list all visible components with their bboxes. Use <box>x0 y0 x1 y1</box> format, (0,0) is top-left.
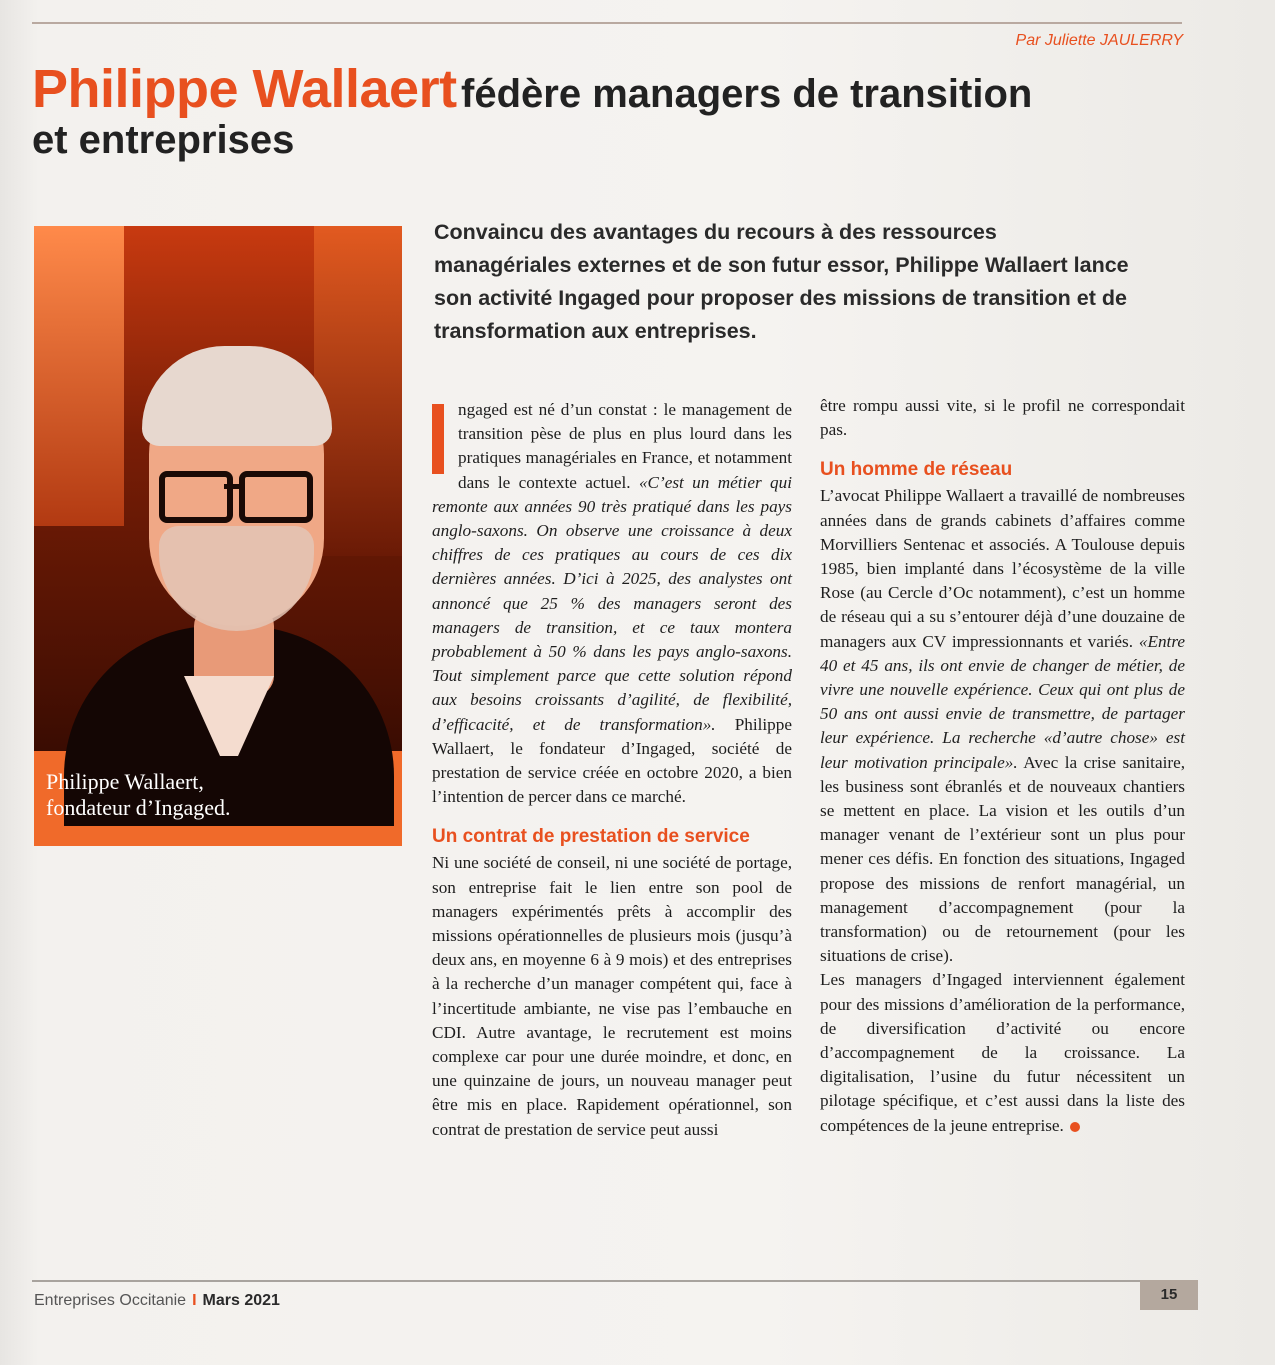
photo-glasses-bridge <box>224 484 242 489</box>
subhead-contrat: Un contrat de prestation de service <box>432 826 750 848</box>
caption-line2: fondateur d’Ingaged. <box>46 795 231 820</box>
col1-p1-plain: ngaged est né d’un constat : le management de transition pèse de plus en plus lourd dans les pratiques managériales en France, et notamment dans le contexte actuel. <box>458 400 792 492</box>
col2-paragraph-1 <box>820 484 1185 968</box>
bottom-rule <box>32 1280 1198 1282</box>
lead-paragraph: Convaincu des avantages du recours à des ressources managériales externes et de son futur essor, Philippe Wallaert lance son activité Ingaged pour proposer des missions de transition et de transformation aux entreprises. <box>434 220 1129 343</box>
end-dot-icon <box>1070 1122 1080 1132</box>
photo-window-left <box>34 226 124 526</box>
caption-line1: Philippe Wallaert, <box>46 769 204 794</box>
col1-paragraph-1 <box>432 398 792 809</box>
col2-paragraph-0: être rompu aussi vite, si le profil ne correspondait pas. <box>820 396 1185 440</box>
page-number: 15 <box>1140 1280 1198 1310</box>
col2-p1-quote: «Entre 40 et 45 ans, ils ont envie de changer de métier, de vivre une nouvelle expérience. Ceux qui ont plus de 50 ans ont aussi envie de transmettre, de partager leur expérience. La recherche «d’autre chose» est leur motivation principale». <box>820 631 1185 772</box>
col2-p1-plain: L’avocat Philippe Wallaert a travaillé de nombreuses années dans de grands cabinets d’affaires comme Morvilliers Sentenac et associés. A Toulouse depuis 1985, bien implanté dans l’écosystème de la ville Rose (au Cercle d’Oc notamment), c’est un homme de réseau qui a su s’entourer déjà d’une douzaine de managers aux CV impressionnants et variés. <box>820 486 1185 651</box>
headline-rest: fédère managers de transition <box>461 72 1033 116</box>
footer-issue: Mars 2021 <box>202 1292 280 1309</box>
col1-p1-end: Philippe Wallaert, le fondateur d’Ingaged, société de prestation de service créée en octobre 2020, a bien l’intention de percer dans ce marché. <box>432 714 792 807</box>
col1-p1-quote: «C’est un métier qui remonte aux années 90 très pratiqué dans les pays anglo-saxons. On observe une croissance à deux chiffres de ces pratiques au cours de ces dix dernières années. D’ici à 2025, des analystes ont annoncé que 25 % des managers seront des managers de transition, et ce taux montera probablement à 50 % dans les pays anglo-saxons. Tout simplement parce que cette solution répond aux besoins croissants d’agilité, de flexibilité, d’efficacité, et de transformation». <box>432 472 792 734</box>
dropcap-letter-i <box>432 404 444 474</box>
subhead-reseau: Un homme de réseau <box>820 459 1013 481</box>
article-column-1 <box>432 398 792 1142</box>
top-rule <box>32 22 1182 24</box>
photo-caption <box>46 769 386 821</box>
footer <box>34 1292 280 1310</box>
article-column-2 <box>820 394 1185 1138</box>
headline-line2: et entreprises <box>32 118 295 162</box>
footer-publication: Entreprises Occitanie <box>34 1292 187 1309</box>
col2-p2-text: Les managers d’Ingaged interviennent également pour des missions d’amélioration de la performance, de diversification d’activité ou encore d’accompagnement de la croissance. La digitalisation, l’usine du futur nécessitent un pilotage spécifique, et c’est aussi dans la liste des compétences de la jeune entreprise. <box>820 970 1185 1135</box>
col1-paragraph-2: Ni une société de conseil, ni une société de portage, son entreprise fait le lien entre son pool de managers expérimentés prêts à accomplir des missions opérationnelles de plusieurs mois (jusqu’à deux ans, en moyenne 6 à 9 mois) et des entreprises à la recherche d’un manager compétent qui, face à l’incertitude ambiante, ne vise pas l’embauche en CDI. Autre avantage, le recrutement est moins complexe car pour une durée moindre, et donc, en une quinzaine de jours, un nouveau manager peut être mis en place. Rapidement opérationnel, son contrat de prestation de service peut aussi <box>432 853 792 1139</box>
col2-paragraph-2 <box>820 968 1185 1137</box>
byline: Par Juliette JAULERRY <box>1015 32 1183 49</box>
col2-p1-end: Avec la crise sanitaire, les business sont ébranlés et de nouveaux chantiers se mettent en place. La vision et les outils d’un manager venant de l’extérieur sont un plus pour mener ces défis. En fonction des situations, Ingaged propose des missions de renfort managérial, un management d’accompagnement (pour la transformation) ou de retournement (pour les situations de crise). <box>820 752 1185 966</box>
headline-name: Philippe Wallaert <box>32 59 457 119</box>
headline <box>32 59 1232 162</box>
photo-window-right <box>314 226 402 556</box>
footer-separator: I <box>192 1292 197 1309</box>
photo-glasses-right <box>239 471 313 523</box>
portrait-photo <box>34 226 402 846</box>
photo-glasses-left <box>159 471 233 523</box>
